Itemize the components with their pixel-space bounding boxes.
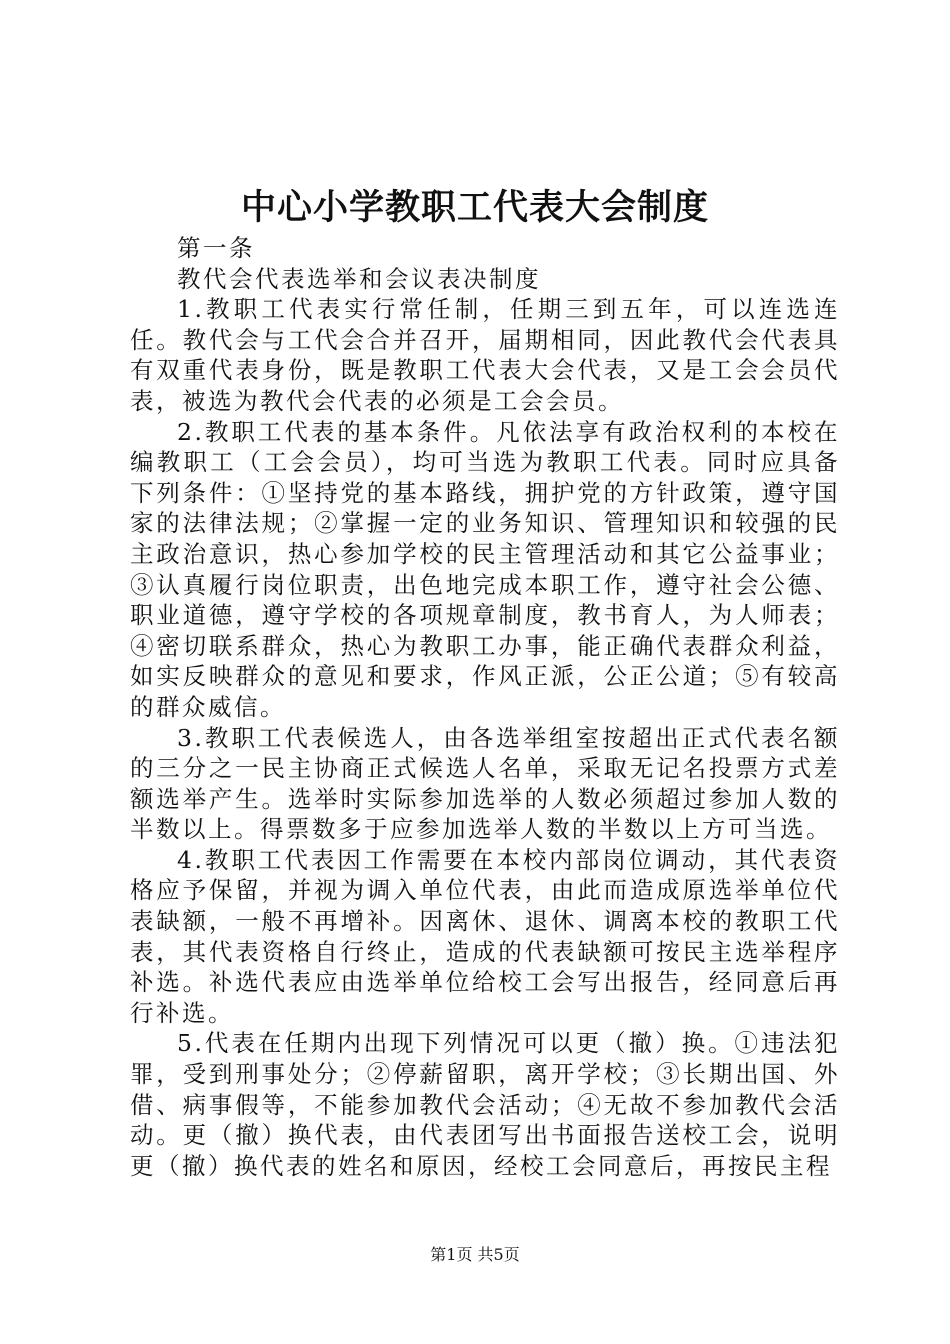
paragraph-1: 1.教职工代表实行常任制，任期三到五年，可以连选连任。教代会与工代会合并召开，届期相同，因此教代会代表具有双重代表身份，既是教职工代表大会代表，又是工会会员代表，被选为教代会代表的必须是工会会员。	[130, 295, 840, 415]
document-title: 中心小学教职工代表大会制度	[240, 187, 709, 228]
document-body	[130, 233, 840, 1181]
paragraph-5: 5.代表在任期内出现下列情况可以更（撤）换。①违法犯罪，受到刑事处分；②停薪留职，离开学校；③长期出国、外借、病事假等，不能参加教代会活动；④无故不参加教代会活动。更（撤）换代表，由代表团写出书面报告送校工会，说明更（撤）换代表的姓名和原因，经校工会同意后，再按民主程	[130, 1029, 840, 1180]
page-number-footer: 第1页 共5页	[430, 1245, 520, 1264]
section-heading: 教代会代表选举和会议表决制度	[177, 264, 541, 293]
paragraph-3: 3.教职工代表候选人，由各选举组室按超出正式代表名额的三分之一民主协商正式候选人名单，采取无记名投票方式差额选举产生。选举时实际参加选举的人数必须超过参加人数的半数以上。得票数多于应参加选举人数的半数以上方可当选。	[130, 723, 840, 844]
article-heading: 第一条	[177, 234, 255, 262]
paragraph-4: 4.教职工代表因工作需要在本校内部岗位调动，其代表资格应予保留，并视为调入单位代表，由此而造成原选举单位代表缺额，一般不再增补。因离休、退休、调离本校的教职工代表，其代表资格自行终止，造成的代表缺额可按民主选举程序补选。补选代表应由选举单位给校工会写出报告，经同意后再行补选。	[130, 845, 840, 1027]
paragraph-2: 2.教职工代表的基本条件。凡依法享有政治权利的本校在编教职工（工会会员），均可当选为教职工代表。同时应具备下列条件：①坚持党的基本路线，拥护党的方针政策，遵守国家的法律法规；②掌握一定的业务知识、管理知识和较强的民主政治意识，热心参加学校的民主管理活动和其它公益事业；③认真履行岗位职责，出色地完成本职工作，遵守社会公德、职业道德，遵守学校的各项规章制度，教书育人，为人师表；④密切联系群众，热心为教职工办事，能正确代表群众利益，如实反映群众的意见和要求，作风正派，公正公道；⑤有较高的群众威信。	[130, 417, 840, 721]
